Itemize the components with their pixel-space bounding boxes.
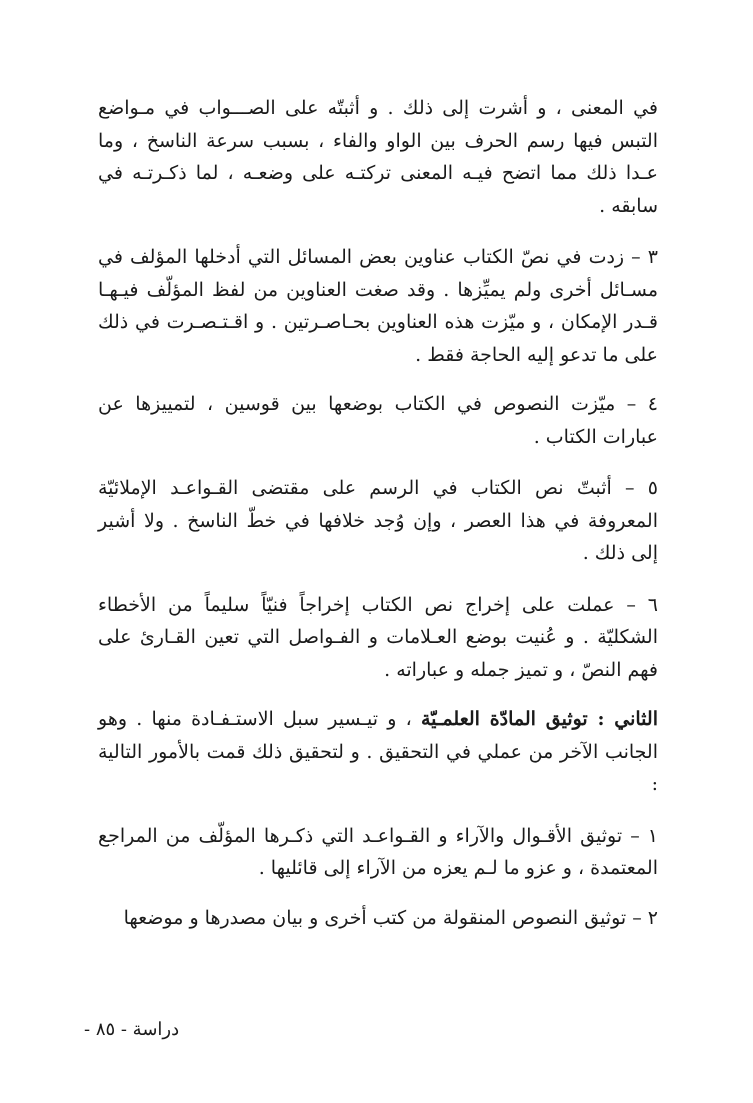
item-6-paragraph: ٦ – عملت على إخراج نص الكتاب إخراجاً فنيّاً سليماً من الأخطاء الشكليّة . و عُنيت بوضع العـلامات و الفـواصل التي تعين القـارئ على فهم النصّ ، و تميز جمله و عباراته .	[98, 593, 658, 681]
second-section-heading: الثاني : توثيق المادّة العلمـيّة	[420, 708, 658, 730]
page-number-footer: دراسة - ٨٥ -	[84, 1019, 180, 1040]
documentation-item-1: ١ – توثيق الأقـوال والآراء و القـواعـد التي ذكـرها المؤلّف من المراجع المعتمدة ، و عزو ما لـم يعزه من الآراء إلى قائليها .	[98, 824, 658, 879]
page-body	[98, 92, 658, 934]
second-section-paragraph	[98, 703, 658, 801]
documentation-item-2: ٢ – توثيق النصوص المنقولة من كتب أخرى و بيان مصدرها و موضعها	[123, 906, 658, 929]
intro-paragraph: في المعنى ، و أشرت إلى ذلك . و أثبتّه على الصـــواب في مـواضع التبس فيها رسم الحرف بين الواو والفاء ، بسبب سرعة الناسخ ، وما عـدا ذلك مما اتضح فيـه المعنى تركتـه على وضعـه ، لما ذكـرتـه في سابقه .	[98, 97, 658, 217]
item-4-paragraph: ٤ – ميّزت النصوص في الكتاب بوضعها بين قوسين ، لتمييزها عن عبارات الكتاب .	[98, 393, 658, 448]
item-5-paragraph: ٥ – أثبتّ نص الكتاب في الرسم على مقتضى القـواعـد الإملائيّة المعروفة في هذا العصر ، وإن وُجد خلافها في خطّ الناسخ . ولا أشير إلى ذلك .	[98, 477, 658, 564]
item-3-paragraph: ٣ – زدت في نصّ الكتاب عناوين بعض المسائل التي أدخلها المؤلف في مسـائل أخرى ولم يميِّزها . وقد صغت العناوين من لفظ المؤلّف فيـهـا قـدر الإمكان ، و ميّزت هذه العناوين بحـاصـرتين . و اقـتـصـرت في ذلك على ما تدعو إليه الحاجة فقط .	[98, 246, 658, 366]
second-section-text: ، و تيـسير سبل الاستـفـادة منها . وهو الجانب الآخر من عملي في التحقيق . و لتحقيق ذلك قمت بالأمور التالية :	[98, 708, 658, 795]
